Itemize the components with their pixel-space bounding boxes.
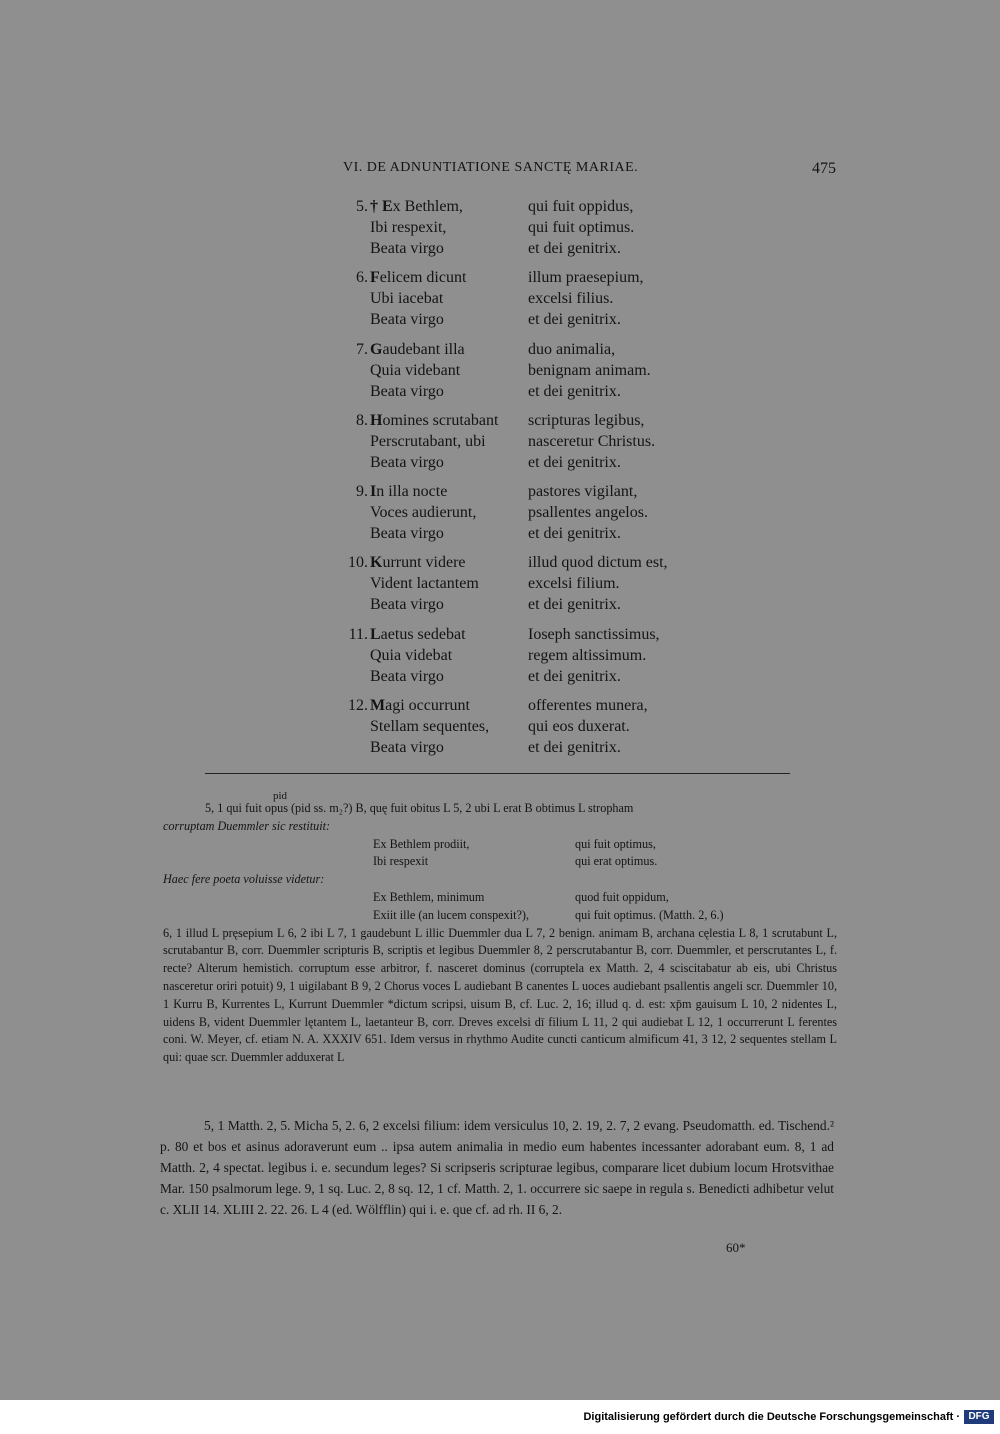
verse-second-half: excelsi filius. [528,290,614,308]
stanza [330,339,750,410]
verse-first-half: Beata virgo [370,596,444,614]
verse-first-half: Beata virgo [370,453,444,471]
verse-text: n illa nocte [376,483,448,501]
quote-first-half: Ex Bethlem, minimum [373,889,485,904]
quote-second-half: quod fuit oppidum, [575,889,669,904]
verse-second-half: qui eos duxerat. [528,718,630,736]
stanza-number: 9. [356,483,368,501]
verse-first-half: Beata virgo [370,667,444,685]
stanza-initial: H [370,411,383,429]
quote-second-half: qui fuit optimus. (Matth. 2, 6.) [575,907,724,922]
verse-first-half: Beata virgo [370,382,444,400]
verse-line [330,339,750,360]
verse-second-half: et dei genitrix. [528,240,621,257]
verse-first-half: Quia videbant [370,361,461,379]
stanza [330,267,750,338]
verse-line [330,573,750,594]
verse-second-half: scripturas legibus, [528,411,645,429]
verse-line [330,309,750,330]
verse-first-half [370,624,466,645]
verse-second-half: et dei genitrix. [528,453,621,471]
separator-rule [205,773,790,774]
verse-text: urrunt videre [382,554,466,572]
verse-text: elicem dicunt [379,269,467,287]
verse-line [330,217,750,238]
verse-text: audebant illa [382,340,465,358]
quote-second-half: qui fuit optimus, [575,836,656,851]
verse-line [330,288,750,309]
quote-first-half: Ex Bethlem prodiit, [373,836,470,851]
stanza-number: 8. [356,411,368,429]
stanza [330,481,750,552]
stanza-initial: † E [370,198,393,215]
poem [330,196,750,766]
verse-second-half: et dei genitrix. [528,525,621,543]
verse-line [330,645,750,666]
verse-second-half: offerentes munera, [528,697,648,715]
verse-first-half [370,267,466,288]
verse-second-half: qui fuit optimus. [528,219,635,236]
verse-second-half: et dei genitrix. [528,739,621,757]
verse-first-half [370,410,498,431]
verse-first-half: Ubi iacebat [370,290,444,308]
critical-apparatus [163,790,837,1067]
verse-second-half: nasceretur Christus. [528,432,656,450]
stanza-initial: L [370,625,381,643]
verse-second-half: et dei genitrix. [528,311,621,329]
verse-line [330,594,750,615]
verse-line [330,267,750,288]
restitution-quote [163,889,837,925]
verse-second-half: psallentes angelos. [528,504,648,522]
stanza-number: 7. [356,340,368,358]
verse-text: agi occurrunt [385,697,470,715]
verse-line [330,552,750,573]
stanza-initial: K [370,554,383,572]
verse-first-half: Quia videbat [370,646,453,664]
verse-line [330,238,750,259]
footer-credit: Digitalisierung gefördert durch die Deutsche Forschungsgemeinschaft · [583,1411,960,1423]
quote-line [163,836,837,854]
verse-first-half [370,196,463,217]
verse-first-half: Beata virgo [370,240,444,257]
restitution-quote [163,836,837,872]
verse-second-half: excelsi filium. [528,575,620,593]
stanza-number: 10. [348,554,368,572]
stanza-initial: F [370,269,380,287]
verse-first-half: Beata virgo [370,739,444,757]
verse-first-half: Stellam sequentes, [370,718,490,736]
verse-line [330,716,750,737]
verse-line [330,196,750,217]
verse-second-half: et dei genitrix. [528,667,621,685]
apparatus-line: 5, 1 qui fuit opus (pid ss. m₂?) B, quę fuit obitus L 5, 2 ubi L erat B obtimus L stropham [205,801,634,815]
quote-line [163,889,837,907]
quote-second-half: qui erat optimus. [575,854,658,869]
verse-line [330,481,750,502]
stanza-initial: I [370,483,377,501]
stanza [330,196,750,267]
verse-line [330,410,750,431]
quote-first-half: Exiit ille (an lucem conspexit?), [373,907,530,922]
verse-text: x Bethlem, [392,198,463,215]
verse-first-half [370,552,466,573]
quote-line [163,907,837,925]
stanza [330,624,750,695]
verse-line [330,502,750,523]
quote-first-half: Ibi respexit [373,854,429,869]
verse-first-half: Beata virgo [370,525,444,543]
signature-mark: 60* [726,1240,746,1255]
stanza-number: 6. [356,269,368,287]
verse-first-half [370,339,465,360]
verse-line [330,737,750,758]
verse-first-half [370,695,470,716]
verse-line [330,381,750,402]
verse-first-half: Voces audierunt, [370,504,477,522]
stanza-number: 12. [348,697,368,715]
verse-second-half: pastores vigilant, [528,483,638,501]
page-header-title: VI. DE ADNUNTIATIONE SANCTĘ MARIAE. [343,160,639,175]
verse-line [330,523,750,544]
verse-second-half: benignam animam. [528,361,651,379]
stanza [330,552,750,623]
page-number: 475 [812,160,836,177]
apparatus-line: Haec fere poeta voluisse videtur: [163,872,325,887]
verse-line [330,360,750,381]
verse-line [330,695,750,716]
apparatus-body: 6, 1 illud L pręsepium L 6, 2 ibi L 7, 1 gaudebunt L illic Duemmler dua L 7, 2 benign. animam B, archana cęlestia L 8, 1 scrutabunt L, scrutabantur B, corr. Duemmler scripturis B, scriptis et legibus Duemmler 8, 2 perscrutabantur B, corr. Duemmler, et perscrutantes L, f. recte? Alterum hemistich. corruptum esse arbitror, f. nasceret dominus (corruptela ex Matth. 2, 4 sciscitabatur ab eis, ubi Christus nasceretur oriri potuit) 9, 1 uigilabant B 9, 2 Chorus voces L audiebant B canentes L uoces audiebant psallentis angeli scr. Duemmler 10, 1 Kurru B, Kurrentes L, Kurrunt Duemmler *dictum scripsi, uisum B, cf. Luc. 2, 16; illud q. d. est: xp̄m gauisum L 10, 2 nidentes L, uidens B, vident Duemmler lętantem L, laetanteur B, corr. Dreves excelsi dī filium L 11, 2 qui audiebat L 12, 1 occurrerunt L ferentes coni. W. Meyer, cf. etiam N. A. XXXIV 651. Idem versus in rhythmo Audite cuncti canticum almificum 41, 3 12, 2 sequentes stellam L qui: quae scr. Duemmler adduxerat L [163,925,837,1065]
stanza-initial: G [370,340,383,358]
verse-first-half: Vident lactantem [370,575,479,593]
verse-line [330,666,750,687]
verse-line [330,452,750,473]
stanza-number: 5. [356,198,368,215]
superscript-correction: pid [273,790,288,802]
verse-second-half: et dei genitrix. [528,596,621,614]
verse-first-half: Beata virgo [370,311,444,329]
fontes-notes [160,1115,834,1220]
stanza [330,695,750,766]
verse-text: aetus sedebat [380,625,466,643]
verse-line [330,431,750,452]
verse-first-half [370,481,447,502]
stanza [330,410,750,481]
dfg-logo: DFG [964,1410,994,1424]
verse-first-half: Ibi respexit, [370,219,447,236]
quote-line [163,853,837,871]
verse-second-half: regem altissimum. [528,646,647,664]
footer-bar [0,1400,1000,1434]
verse-second-half: illud quod dictum est, [528,554,668,572]
fontes-text: 5, 1 Matth. 2, 5. Micha 5, 2. 6, 2 excelsi filium: idem versiculus 10, 2. 19, 2. 7, 2 evang. Pseudomatth. ed. Tischend.² p. 80 et bos et asinus adoraverunt eum .. ipsa autem animalia in medio eum habentes incessanter adorabant eum. 8, 1 ad Matth. 2, 4 spectat. legibus i. e. secundum leges? Si scripseris scripturae legibus, comparare licet dubium locum Hrotsvithae Mar. 150 psalmorum lege. 9, 1 sq. Luc. 2, 8 sq. 12, 1 cf. Matth. 2, 1. occurrere sic saepe in regula s. Benedicti adhibetur velut c. XLII 14. XLIII 2. 22. 26. L 4 (ed. Wölfflin) qui i. e. que cf. ad rh. II 6, 2. [160,1118,834,1217]
verse-second-half: illum praesepium, [528,269,644,287]
apparatus-line: corruptam Duemmler sic restituit: [163,818,331,833]
stanza-initial: M [370,697,386,715]
verse-second-half: qui fuit oppidus, [528,198,634,215]
stanza-number: 11. [348,625,368,643]
verse-second-half: Ioseph sanctissimus, [528,625,660,643]
verse-first-half: Perscrutabant, ubi [370,432,486,450]
verse-second-half: et dei genitrix. [528,382,621,400]
verse-second-half: duo animalia, [528,340,616,358]
verse-line [330,624,750,645]
verse-text: omines scrutabant [382,411,499,429]
